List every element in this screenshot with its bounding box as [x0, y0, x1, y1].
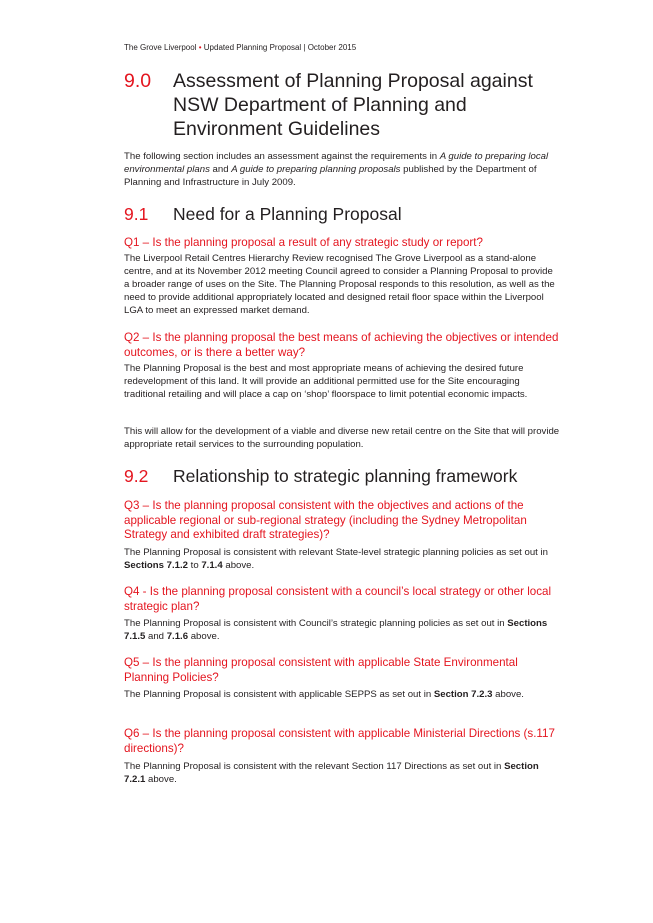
answer-q6: [124, 760, 560, 786]
answer-q5: [124, 688, 560, 701]
answer-text: and: [145, 631, 167, 642]
section-number: 9.1: [124, 204, 149, 224]
section-title: Need for a Planning Proposal: [173, 204, 402, 224]
section-reference: Sections 7.1.5: [124, 618, 548, 642]
section-number: 9.2: [124, 466, 149, 486]
section-heading-9-1: [124, 203, 564, 225]
section-reference: 7.1.6: [166, 631, 189, 642]
answer-text: The Planning Proposal is consistent with the relevant Section 117 Directions as set out in: [124, 761, 505, 772]
answer-q1: The Liverpool Retail Centres Hierarchy Review recognised The Grove Liverpool as a stand-alone centre, and at its November 2012 meeting Council agreed to consider a Planning Proposal to provide a broader range of uses on the Site. The Planning Proposal responds to this resolution, as well as the need to provide additional appropriately located and designed retail floor space within the Liverpool LGA to meet an expressed market demand.: [124, 253, 555, 316]
intro-text: The following section includes an assessment against the requirements in: [124, 151, 440, 162]
header-separator: •: [198, 43, 202, 52]
section-intro-paragraph: [124, 150, 560, 189]
section-number: 9.0: [124, 70, 152, 92]
intro-text: published by the Department of Planning and Infrastructure in July 2009.: [124, 164, 537, 188]
header-document-subtitle: Updated Planning Proposal | October 2015: [203, 43, 357, 52]
section-heading-9-2: [124, 465, 564, 487]
question-q3: Q3 – Is the planning proposal consistent with the objectives and actions of the applicable regional or sub-regional strategy (including the Sydney Metropolitan Strategy and exhibited draft strategies)?: [124, 499, 527, 541]
intro-guide-pp: A guide to preparing planning proposals: [231, 164, 401, 175]
intro-text: and: [209, 164, 232, 175]
section-reference: Sections 7.1.2: [124, 560, 188, 571]
answer-text: The Planning Proposal is consistent with relevant State-level strategic planning policies as set out in: [124, 547, 548, 558]
question-q5: Q5 – Is the planning proposal consistent with applicable State Environmental Planning Policies?: [124, 656, 518, 684]
answer-text: to: [188, 560, 202, 571]
section-reference: Section 7.2.3: [433, 689, 493, 700]
section-title: Relationship to strategic planning framework: [173, 466, 518, 486]
answer-text: above.: [222, 560, 255, 571]
section-title: Assessment of Planning Proposal against NSW Department of Planning and Environment Guidelines: [173, 70, 533, 140]
question-q1: Q1 – Is the planning proposal a result of any strategic study or report?: [124, 236, 483, 249]
intro-guide-lep: A guide to preparing local environmental plans: [124, 151, 549, 175]
answer-q3: [124, 546, 560, 572]
question-q4: Q4 - Is the planning proposal consistent with a council’s local strategy or other local strategic plan?: [124, 585, 552, 613]
answer-q2-paragraph-1: The Planning Proposal is the best and most appropriate means of achieving the desired future redevelopment of this land. It will provide an additional permitted use for the Site encouraging traditional retailing and will place a cap on ‘shop’ floorspace to limit potential economic impacts.: [124, 363, 528, 400]
answer-text: above.: [492, 689, 524, 700]
question-q2: Q2 – Is the planning proposal the best means of achieving the objectives or intended outcomes, or is there a better way?: [124, 331, 559, 359]
section-heading-9-0: [124, 69, 564, 141]
answer-text: The Planning Proposal is consistent with applicable SEPPS as set out in: [124, 689, 434, 700]
question-q6: Q6 – Is the planning proposal consistent with applicable Ministerial Directions (s.117 directions)?: [124, 727, 555, 755]
running-header: [124, 43, 356, 52]
answer-text: above.: [188, 631, 220, 642]
answer-text: above.: [145, 774, 177, 785]
answer-q4: [124, 617, 560, 643]
section-reference: Section 7.2.1: [124, 761, 539, 785]
answer-q2-paragraph-2: This will allow for the development of a viable and diverse new retail centre on the Site that will provide appropriate retail services to the surrounding population.: [124, 426, 560, 450]
header-document-name: The Grove Liverpool: [124, 43, 197, 52]
section-reference: 7.1.4: [201, 560, 223, 571]
answer-text: The Planning Proposal is consistent with Council’s strategic planning policies as set out in: [124, 618, 508, 629]
